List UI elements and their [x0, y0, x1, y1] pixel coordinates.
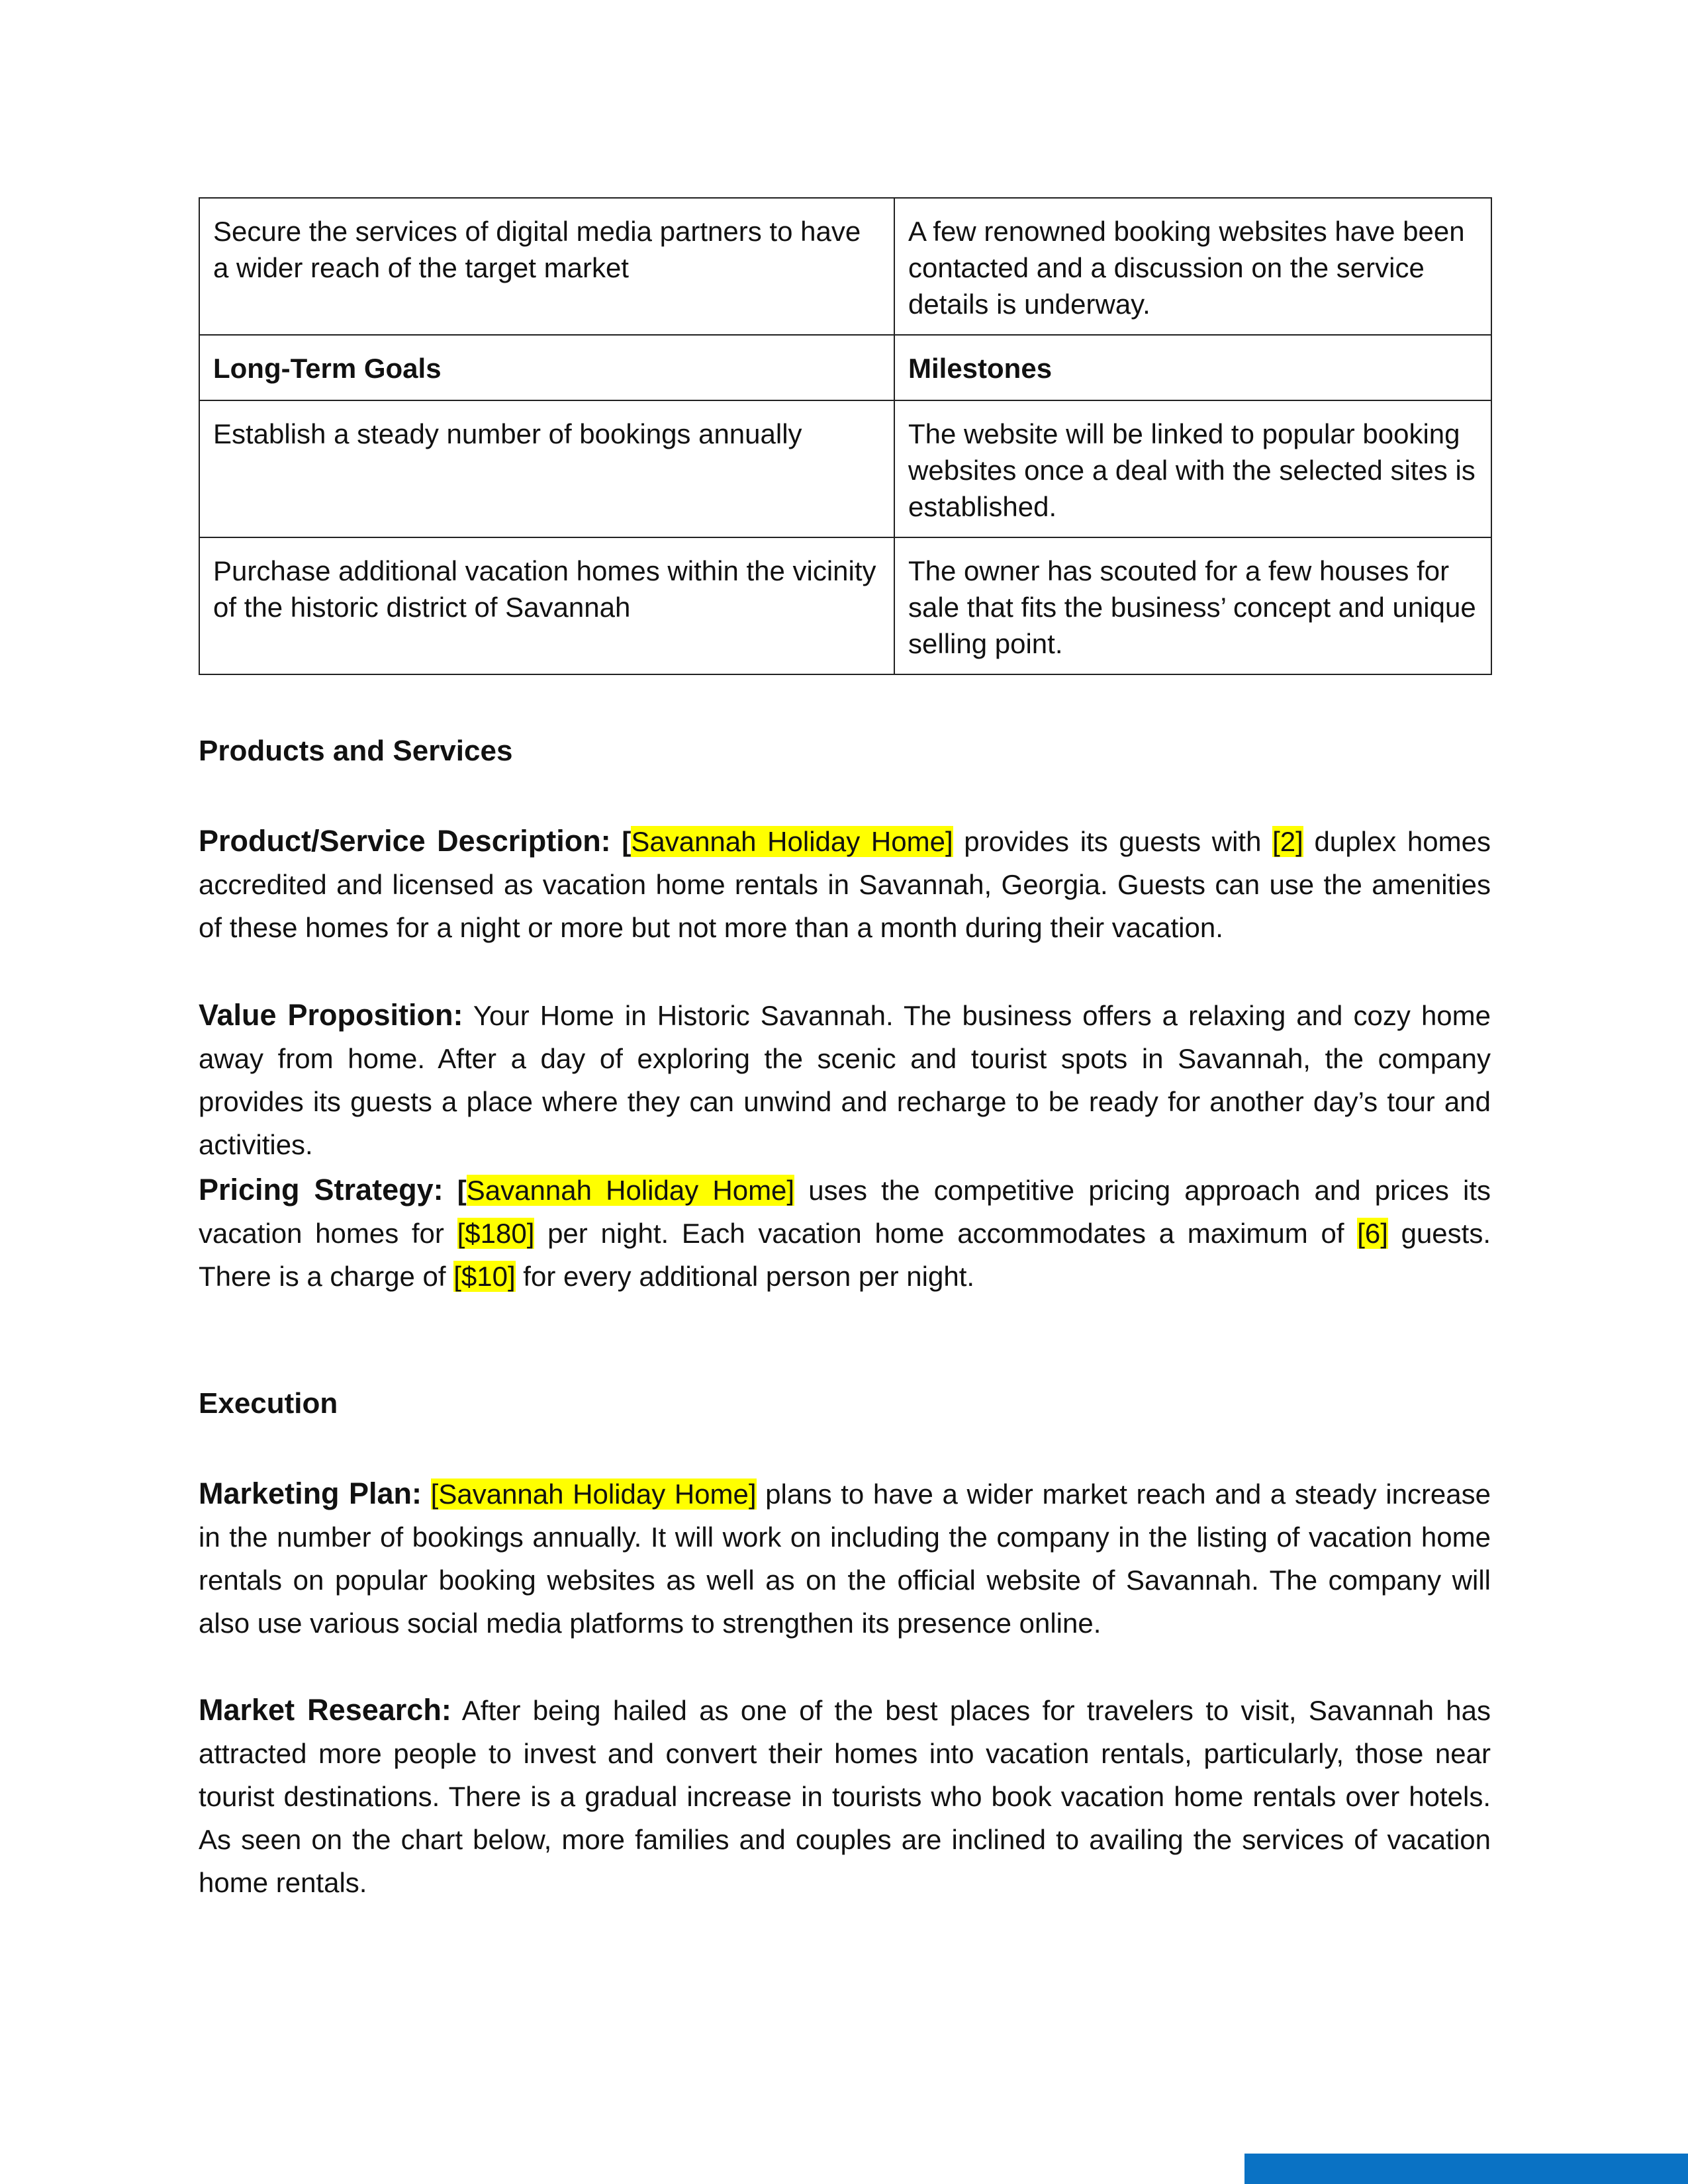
value-proposition-paragraph: Value Proposition: Your Home in Historic Savannah. The business offers a relaxing and cozy home away from home. After a day of exploring the scenic and tourist spots in Savannah, the company provides its guests a place where they can unwind and recharge to be ready for another day’s tour and activities.	[199, 998, 1491, 1160]
document-page	[199, 197, 1491, 1898]
goals-table	[199, 197, 1492, 675]
products-services-heading: Products and Services	[199, 735, 513, 767]
value-proposition-lead: Value Proposition:	[199, 998, 463, 1032]
market-research-lead: Market Research:	[199, 1693, 451, 1727]
market-research-paragraph: Market Research: After being hailed as one of the best places for travelers to visit, Savannah has attracted more people to invest and convert their homes into vacation rentals, particularly, those near tourist destinations. There is a gradual increase in tourists who book vacation home rentals over hotels. As seen on the chart below, more families and couples are inclined to availing the services of vacation home rentals.	[199, 1693, 1491, 1898]
pricing-strategy-lead: Pricing Strategy:	[199, 1173, 444, 1206]
product-description-paragraph: Product/Service Description: [Savannah Holiday Home] provides its guests with [2] duplex homes accredited and licensed as vacation home rentals in Savannah, Georgia. Guests can use the amenities of these homes for a night or more but not more than a month during their vacation.	[199, 824, 1491, 943]
table-row	[199, 400, 1491, 537]
table-cell-milestone: The owner has scouted for a few houses for sale that fits the business’ concept and unique selling point.	[894, 537, 1491, 674]
table-cell-goal: Secure the services of digital media partners to have a wider reach of the target market	[199, 198, 894, 335]
table-cell-milestone: The website will be linked to popular booking websites once a deal with the selected sites is established.	[894, 400, 1491, 537]
table-cell-milestone: A few renowned booking websites have been contacted and a discussion on the service details is underway.	[894, 198, 1491, 335]
max-guests-placeholder: [6]	[1357, 1218, 1388, 1249]
milestones-header: Milestones	[894, 335, 1491, 400]
company-name-placeholder: Savannah Holiday Home]	[466, 1175, 795, 1206]
marketing-plan-lead: Marketing Plan:	[199, 1477, 422, 1510]
table-row	[199, 198, 1491, 335]
price-placeholder: [$180]	[457, 1218, 535, 1249]
pricing-strategy-paragraph: Pricing Strategy: [Savannah Holiday Home] uses the competitive pricing approach and prices its vacation homes for [$180] per night. Each vacation home accommodates a maximum of [6] guests. There is a charge of [$10] for every additional person per night.	[199, 1173, 1491, 1292]
table-row	[199, 537, 1491, 674]
execution-heading: Execution	[199, 1387, 338, 1420]
table-cell-goal: Purchase additional vacation homes within the vicinity of the historic district of Savannah	[199, 537, 894, 674]
table-cell-goal: Establish a steady number of bookings annually	[199, 400, 894, 537]
footer-accent-bar	[1244, 2154, 1688, 2184]
marketing-plan-paragraph: Marketing Plan: [Savannah Holiday Home] plans to have a wider market reach and a steady increase in the number of bookings annually. It will work on including the company in the listing of vacation home rentals on popular booking websites as well as on the official website of Savannah. The company will also use various social media platforms to strengthen its presence online.	[199, 1477, 1491, 1639]
company-name-placeholder: [Savannah Holiday Home]	[430, 1479, 757, 1510]
product-description-lead: Product/Service Description:	[199, 824, 611, 858]
long-term-goals-header: Long-Term Goals	[199, 335, 894, 400]
home-count-placeholder: [2]	[1272, 826, 1303, 857]
extra-charge-placeholder: [$10]	[453, 1261, 516, 1292]
company-name-placeholder: Savannah Holiday Home]	[631, 826, 953, 857]
table-header-row	[199, 335, 1491, 400]
